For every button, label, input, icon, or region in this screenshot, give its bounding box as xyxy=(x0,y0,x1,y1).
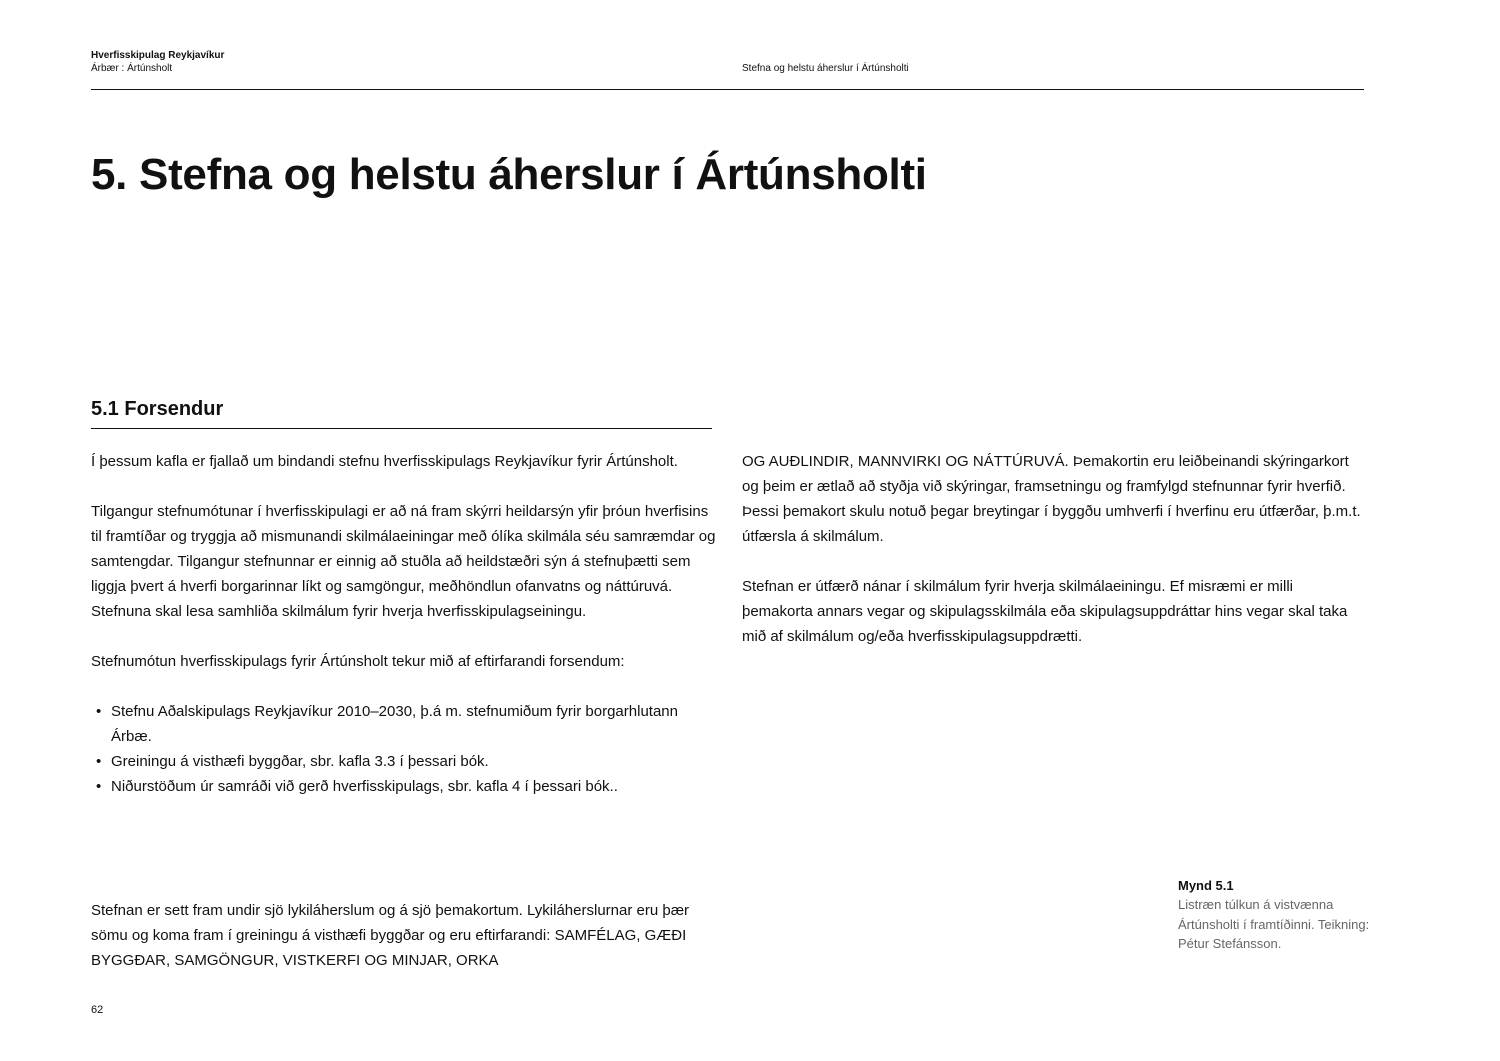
header-publication: Hverfisskipulag Reykjavíkur xyxy=(91,50,225,61)
page-number: 62 xyxy=(91,1004,104,1016)
list-item: • Niðurstöðum úr samráði við gerð hverfisskipulags, sbr. kafla 4 í þessari bók.. xyxy=(91,774,716,799)
list-item: • Stefnu Aðalskipulags Reykjavíkur 2010–2030, þ.á m. stefnumiðum fyrir borgarhlutann Árbæ. xyxy=(91,699,716,749)
figure-label: Mynd 5.1 xyxy=(1178,878,1234,893)
paragraph-purpose: Tilgangur stefnumótunar í hverfisskipulagi er að ná fram skýrri heildarsýn yfir þróun hverfisins til framtíðar og tryggja að mismunandi skilmálaeiningar með ólíka skilmála séu samræmdar og samtengdar. Tilgangur stefnunnar er einnig að stuðla að heildstæðri sýn á stefnuþætti sem liggja þvert á hverfi borgarinnar líkt og samgöngur, meðhöndlun ofanvatns og náttúruvá. Stefnuna skal lesa samhliða skilmálum fyrir hverja hverfisskipulagseiningu. xyxy=(91,503,716,620)
paragraph-key-emphases: Stefnan er sett fram undir sjö lykiláherslum og á sjö þemakortum. Lykiláherslurnar eru þær sömu og koma fram í greiningu á visthæfi byggðar og eru eftirfarandi: SAMFÉLAG, GÆÐI BYGGÐAR, SAMGÖNGUR, VISTKERFI OG MINJAR, ORKA xyxy=(91,902,690,969)
paragraph-theme-maps: OG AUÐLINDIR, MANNVIRKI OG NÁTTÚRUVÁ. Þemakortin eru leiðbeinandi skýringarkort og þeim er ætlað að styðja við skýringar, framsetningu og framfylgd stefnunnar fyrir hverfið. Þessi þemakort skulu notuð þegar breytingar í byggðu umhverfi í hverfinu eru útfærðar, þ.m.t. útfærsla á skilmálum. xyxy=(742,453,1361,545)
section-divider xyxy=(91,428,712,429)
header-running-title: Stefna og helstu áherslur í Ártúnsholti xyxy=(742,63,909,74)
header-district: Árbær : Ártúnsholt xyxy=(91,63,173,74)
premises-list xyxy=(91,699,716,799)
paragraph-premises: Stefnumótun hverfisskipulags fyrir Ártúnsholt tekur mið af eftirfarandi forsendum: xyxy=(91,653,625,670)
paragraph-intro: Í þessum kafla er fjallað um bindandi stefnu hverfisskipulags Reykjavíkur fyrir Ártúnsholt. xyxy=(91,453,678,470)
left-column xyxy=(91,449,716,799)
chapter-title: 5. Stefna og helstu áherslur í Ártúnsholti xyxy=(91,150,927,199)
list-item: • Greiningu á visthæfi byggðar, sbr. kafla 3.3 í þessari bók. xyxy=(91,749,716,774)
paragraph-terms: Stefnan er útfærð nánar í skilmálum fyrir hverja skilmálaeiningu. Ef misræmi er milli þemakorta annars vegar og skipulagsskilmála eða skipulagsuppdráttar hins vegar skal taka mið af skilmálum og/eða hverfisskipulagsuppdrætti. xyxy=(742,578,1348,645)
right-column xyxy=(742,449,1367,649)
figure-caption: Listræn túlkun á vistvænna Ártúnsholti í framtíðinni. Teikning: Pétur Stefánsson. xyxy=(1178,897,1370,951)
section-title: 5.1 Forsendur xyxy=(91,398,224,420)
header-divider xyxy=(91,89,1364,90)
